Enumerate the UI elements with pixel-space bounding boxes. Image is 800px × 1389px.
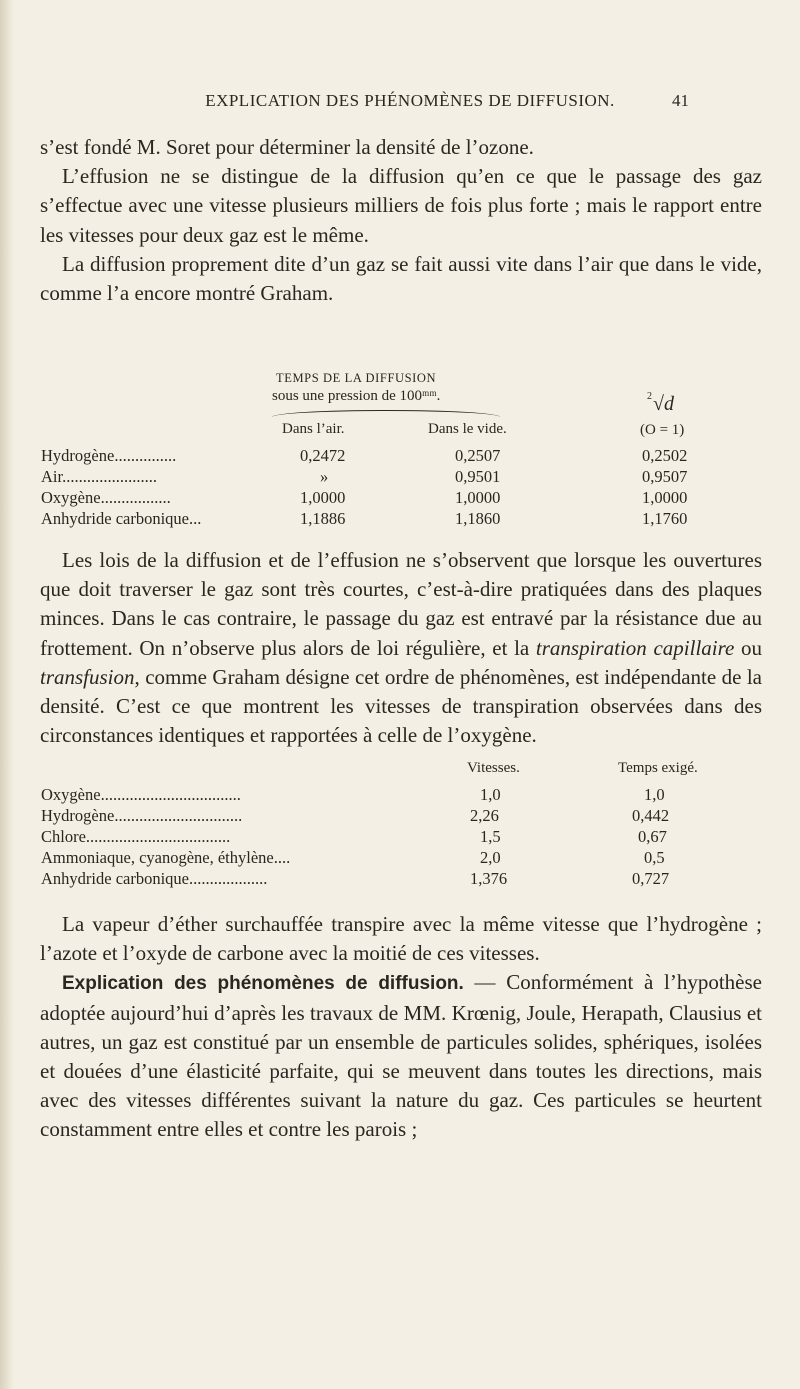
- table1-cell: 1,0000: [300, 488, 346, 507]
- table1-cell: 1,1760: [642, 509, 688, 528]
- table1-cell: 1,0000: [642, 488, 688, 507]
- paragraph-4: [40, 546, 762, 750]
- leader-dots: .................: [100, 488, 171, 507]
- leader-dots: .......................: [62, 467, 157, 486]
- leader-dots: ...............: [114, 446, 177, 465]
- row-label: Hydrogène: [41, 446, 115, 465]
- leader-dots: ..................................: [100, 785, 241, 804]
- table2-col-vitesses: Vitesses.: [467, 760, 520, 776]
- section-title: Explication des phénomènes de diffusion.: [62, 973, 464, 995]
- paragraph-6-body: — Conformément à l’hypothèse adoptée aujourd’hui d’après les travaux de MM. Krœnig, Joule, Herapath, Clausius et autres, un gaz est constitué par un ensemble de particules solides, sphériques, isolées et douées d’une élasticité parfaite, qui se meuvent dans toutes les directions, mais avec des vitesses différentes suivant la nature du gaz. Ces particules se heurtent constamment entre elles et contre les parois ;: [40, 970, 762, 1142]
- leader-dots: ...................................: [85, 827, 231, 846]
- table1-row: [41, 467, 157, 487]
- row-label: Oxygène: [41, 488, 101, 507]
- paragraph-4-part-c: , comme Graham désigne cet ordre de phénomènes, est indépendante de la densité. C’est ce que montrent les vitesses de transpiration observées dans des circonstances identiques et rapportées à celle de l’oxygène.: [40, 664, 762, 748]
- table1-col-air: Dans l’air.: [282, 421, 345, 437]
- text-block-bottom: [40, 910, 762, 1145]
- row-label: Anhydride carbonique: [41, 509, 189, 528]
- text-block-middle: [40, 546, 762, 750]
- leader-dots: ....: [273, 848, 291, 867]
- table1-cell: 0,9507: [642, 467, 688, 486]
- table1-cell: 0,2472: [300, 446, 346, 465]
- leader-dots: ...: [189, 509, 202, 528]
- paragraph-4-part-a: Les lois de la diffusion et de l’effusion ne s’observent que lorsque les ouvertures que doit traverser le gaz sont très courtes, c’est-à-dire pratiquées dans des plaques minces. Dans le cas contraire, le passage du gaz est entravé par la résistance due au frottement. On n’observe plus alors de loi régulière, et la: [40, 548, 762, 660]
- paragraph-1: s’est fondé M. Soret pour déterminer la densité de l’ozone.: [40, 135, 534, 159]
- table1-cell: 0,2507: [455, 446, 501, 465]
- leader-dots: ...............................: [114, 806, 243, 825]
- row-label: Anhydride carbonique: [41, 869, 189, 888]
- row-label: Ammoniaque, cyanogène, éthylène: [41, 848, 274, 867]
- row-label: Air: [41, 467, 63, 486]
- term-transfusion: transfusion: [40, 664, 135, 689]
- table1-cell: 0,2502: [642, 446, 688, 465]
- table2-cell: 0,67: [638, 827, 667, 846]
- row-label: Chlore: [41, 827, 86, 846]
- table2-row: [41, 827, 230, 847]
- row-label: Oxygène: [41, 785, 101, 804]
- paragraph-4-part-b: ou: [734, 635, 763, 660]
- table2-cell: 1,0: [644, 785, 665, 804]
- table2-cell: 1,376: [470, 869, 508, 888]
- table1-col-sqrt-index: 2: [647, 391, 652, 402]
- table1-group-header-line1: TEMPS DE LA DIFFUSION: [276, 371, 437, 385]
- page-number: 41: [672, 91, 689, 110]
- table2-row: [41, 806, 242, 826]
- text-block-top: [40, 133, 762, 308]
- table1-col-vide: Dans le vide.: [428, 421, 507, 437]
- table2-cell: 0,442: [632, 806, 670, 825]
- table2-col-temps: Temps exigé.: [618, 760, 698, 776]
- table1-cell: 0,9501: [455, 467, 501, 486]
- table2-cell: 0,727: [632, 869, 670, 888]
- table1-cell: »: [320, 467, 329, 486]
- table1-cell: 1,1860: [455, 509, 501, 528]
- leader-dots: ...................: [189, 869, 268, 888]
- paragraph-2: L’effusion ne se distingue de la diffusion qu’en ce que le passage des gaz s’effectue avec une vitesse plusieurs milliers de fois plus forte ; mais le rapport entre les vitesses pour deux gaz est le même.: [40, 164, 762, 247]
- table1-col-sqrt: √d: [653, 393, 674, 415]
- term-transpiration-capillaire: transpiration capillaire: [535, 635, 735, 660]
- table2-row: [41, 785, 241, 805]
- row-label: Hydrogène: [41, 806, 115, 825]
- table1-col-sqrt-note: (O = 1): [640, 422, 685, 438]
- table1-group-header-line2: sous une pression de 100ᵐᵐ.: [272, 388, 441, 404]
- paragraph-3: La diffusion proprement dite d’un gaz se fait aussi vite dans l’air que dans le vide, comme l’a encore montré Graham.: [40, 251, 762, 306]
- table2-cell: 2,0: [480, 848, 501, 867]
- table1-cell: 1,1886: [300, 509, 346, 528]
- table2-row: [41, 848, 290, 868]
- table1-header-brace: [272, 410, 500, 417]
- paragraph-5: La vapeur d’éther surchauffée transpire avec la même vitesse que l’hydrogène ; l’azote et l’oxyde de carbone avec la moitié de ces vitesses.: [40, 912, 762, 966]
- table2-cell: 1,0: [480, 785, 501, 804]
- running-header: EXPLICATION DES PHÉNOMÈNES DE DIFFUSION.: [205, 91, 615, 110]
- table1-cell: 1,0000: [455, 488, 501, 507]
- table2-cell: 2,26: [470, 806, 499, 825]
- table1-row: [41, 488, 171, 508]
- table2-cell: 1,5: [480, 827, 501, 846]
- table1-row: [41, 509, 201, 529]
- table2-cell: 0,5: [644, 848, 665, 867]
- paragraph-6: [40, 968, 762, 1144]
- table2-row: [41, 869, 267, 889]
- table1-row: [41, 446, 176, 466]
